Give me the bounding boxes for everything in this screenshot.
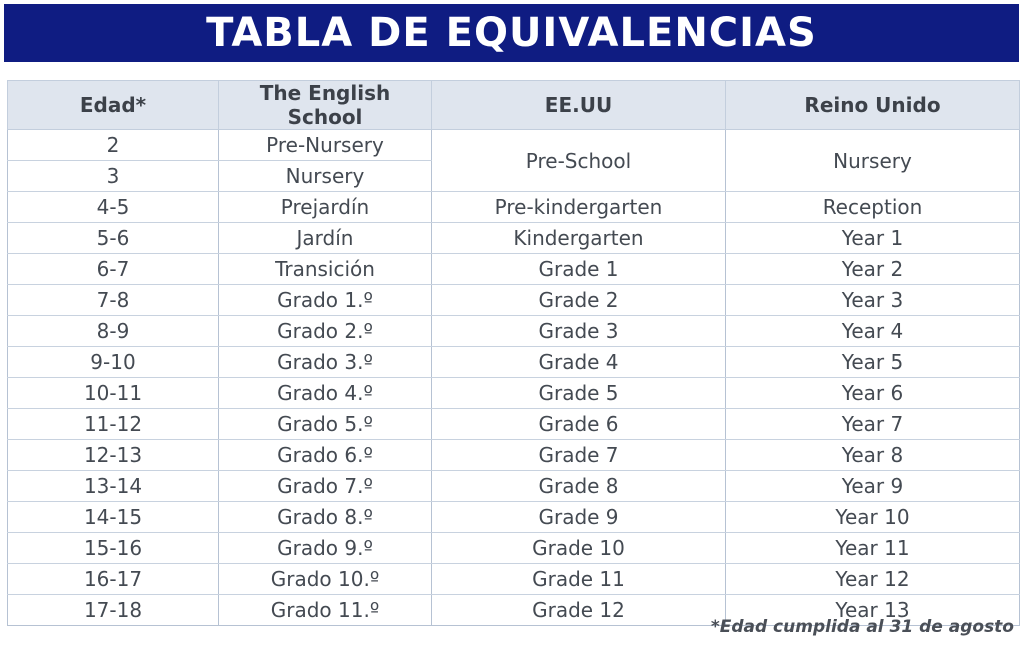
age-cell: 6-7 <box>8 254 219 285</box>
age-cell: 14-15 <box>8 502 219 533</box>
school-cell: Grado 11.º <box>219 595 432 626</box>
age-cell: 10-11 <box>8 378 219 409</box>
footnote: *Edad cumplida al 31 de agosto <box>710 617 1014 637</box>
uk-cell: Year 2 <box>726 254 1020 285</box>
uk-cell: Year 5 <box>726 347 1020 378</box>
age-cell: 3 <box>8 161 219 192</box>
table-row <box>8 316 1020 347</box>
table-row <box>8 192 1020 223</box>
age-cell: 9-10 <box>8 347 219 378</box>
age-cell: 11-12 <box>8 409 219 440</box>
uk-cell: Year 12 <box>726 564 1020 595</box>
uk-cell: Year 7 <box>726 409 1020 440</box>
school-cell: Grado 3.º <box>219 347 432 378</box>
uk-cell: Year 6 <box>726 378 1020 409</box>
school-cell: Grado 9.º <box>219 533 432 564</box>
age-cell: 8-9 <box>8 316 219 347</box>
age-cell: 5-6 <box>8 223 219 254</box>
uk-cell: Reception <box>726 192 1020 223</box>
age-cell: 7-8 <box>8 285 219 316</box>
table-row <box>8 378 1020 409</box>
table-row <box>8 440 1020 471</box>
table-row <box>8 285 1020 316</box>
age-cell: 12-13 <box>8 440 219 471</box>
uk-cell: Year 13 <box>726 595 1020 626</box>
header-age: Edad* <box>8 81 219 130</box>
table-row <box>8 254 1020 285</box>
school-cell: Pre-Nursery <box>219 130 432 161</box>
table-row <box>8 130 1020 161</box>
school-cell: Nursery <box>219 161 432 192</box>
uk-cell: Year 4 <box>726 316 1020 347</box>
school-cell: Grado 6.º <box>219 440 432 471</box>
school-cell: Grado 1.º <box>219 285 432 316</box>
age-cell: 15-16 <box>8 533 219 564</box>
usa-cell: Grade 5 <box>432 378 726 409</box>
usa-cell: Grade 4 <box>432 347 726 378</box>
usa-cell: Grade 1 <box>432 254 726 285</box>
usa-cell: Grade 12 <box>432 595 726 626</box>
uk-cell: Year 11 <box>726 533 1020 564</box>
age-cell: 17-18 <box>8 595 219 626</box>
age-cell: 2 <box>8 130 219 161</box>
uk-cell: Year 8 <box>726 440 1020 471</box>
table-row <box>8 471 1020 502</box>
uk-cell: Year 10 <box>726 502 1020 533</box>
school-cell: Grado 5.º <box>219 409 432 440</box>
page-title: TABLA DE EQUIVALENCIAS <box>4 4 1019 62</box>
uk-cell: Year 1 <box>726 223 1020 254</box>
school-cell: Grado 10.º <box>219 564 432 595</box>
school-cell: Grado 4.º <box>219 378 432 409</box>
age-cell: 4-5 <box>8 192 219 223</box>
table-row <box>8 564 1020 595</box>
uk-cell-merged: Nursery <box>726 130 1020 192</box>
table-row <box>8 223 1020 254</box>
header-uk: Reino Unido <box>726 81 1020 130</box>
age-cell: 13-14 <box>8 471 219 502</box>
table-row <box>8 502 1020 533</box>
header-row <box>8 81 1020 130</box>
usa-cell: Pre-kindergarten <box>432 192 726 223</box>
uk-cell: Year 3 <box>726 285 1020 316</box>
usa-cell: Grade 6 <box>432 409 726 440</box>
header-english-school: The English School <box>219 81 432 130</box>
usa-cell: Grade 10 <box>432 533 726 564</box>
table-row <box>8 347 1020 378</box>
usa-cell: Grade 3 <box>432 316 726 347</box>
usa-cell-merged: Pre-School <box>432 130 726 192</box>
school-cell: Grado 7.º <box>219 471 432 502</box>
usa-cell: Grade 11 <box>432 564 726 595</box>
header-usa: EE.UU <box>432 81 726 130</box>
usa-cell: Kindergarten <box>432 223 726 254</box>
school-cell: Grado 2.º <box>219 316 432 347</box>
school-cell: Grado 8.º <box>219 502 432 533</box>
uk-cell: Year 9 <box>726 471 1020 502</box>
usa-cell: Grade 7 <box>432 440 726 471</box>
school-cell: Transición <box>219 254 432 285</box>
usa-cell: Grade 8 <box>432 471 726 502</box>
usa-cell: Grade 9 <box>432 502 726 533</box>
school-cell: Prejardín <box>219 192 432 223</box>
age-cell: 16-17 <box>8 564 219 595</box>
school-cell: Jardín <box>219 223 432 254</box>
usa-cell: Grade 2 <box>432 285 726 316</box>
table-row <box>8 533 1020 564</box>
equivalence-table <box>7 80 1020 626</box>
table-row <box>8 409 1020 440</box>
